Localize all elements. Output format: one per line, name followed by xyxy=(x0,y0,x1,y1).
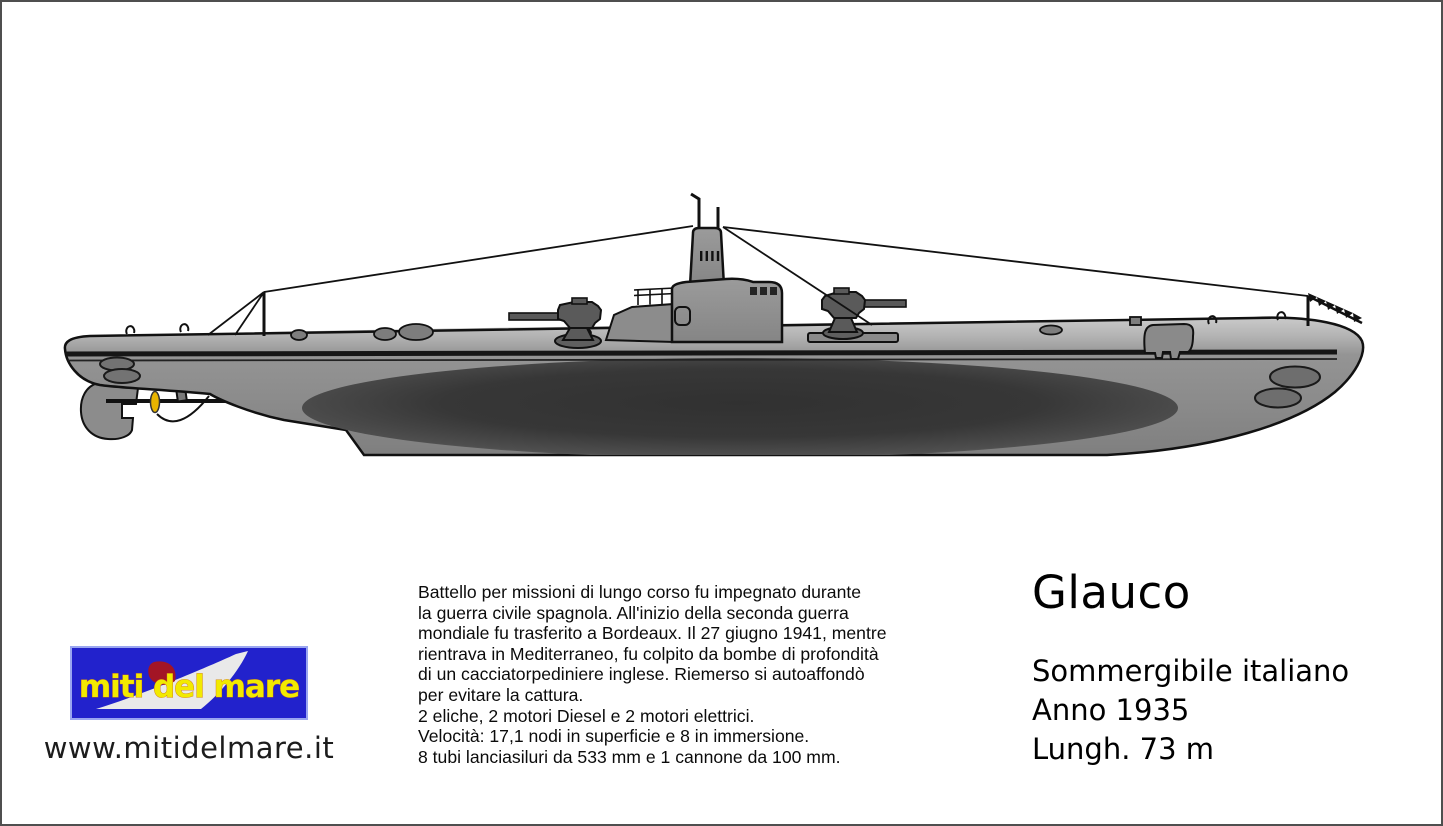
spec-year: Anno 1935 xyxy=(1032,692,1190,727)
description-line: per evitare la cattura. xyxy=(418,684,584,705)
description-line: 2 eliche, 2 motori Diesel e 2 motori elettrici. xyxy=(418,705,755,726)
spec-type: Sommergibile italiano xyxy=(1032,653,1350,688)
description-line: rientrava in Mediterraneo, fu colpito da bombe di profondità xyxy=(418,643,879,664)
description-line: Velocità: 17,1 nodi in superficie e 8 in immersione. xyxy=(418,726,810,747)
conning-tower xyxy=(606,194,782,342)
saddle-tank-shading xyxy=(302,358,1178,458)
page-title: Glauco xyxy=(1032,566,1191,619)
tower-railing xyxy=(634,288,675,305)
spec-length: Lungh. 73 m xyxy=(1032,731,1215,766)
description-line: 8 tubi lanciasiluri da 533 mm e 1 cannone da 100 mm. xyxy=(418,746,841,767)
stern-fin xyxy=(81,382,138,440)
propeller-icon xyxy=(151,392,160,413)
website-url: www.mitidelmare.it xyxy=(43,731,335,765)
submarine-illustration xyxy=(2,2,1443,562)
net-cutter-icon xyxy=(1308,293,1362,322)
spec-list xyxy=(1032,652,1432,769)
brand-block xyxy=(24,646,354,765)
tower-windows xyxy=(750,287,777,295)
description-line: mondiale fu trasferito a Bordeaux. Il 27 giugno 1941, mentre xyxy=(418,623,887,644)
logo-text: miti del mare xyxy=(78,669,300,705)
description-text xyxy=(418,582,978,767)
description-line: la guerra civile spagnola. All'inizio della seconda guerra xyxy=(418,602,849,623)
miti-del-mare-logo xyxy=(70,646,308,720)
description-line: di un cacciatorpediniere inglese. Riemerso si autoaffondò xyxy=(418,664,865,685)
description-line: Battello per missioni di lungo corso fu impegnato durante xyxy=(418,582,862,602)
title-block xyxy=(1032,568,1432,769)
